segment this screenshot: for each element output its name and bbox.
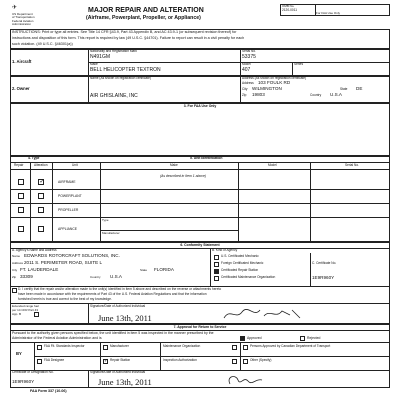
statement-d-line1: D. I certify that the repair and/or alteration made to the unit(s) identified in item 5 above and described on the reverse or attachments hereto (18, 287, 222, 291)
serial-value: 53375 (242, 54, 256, 60)
powerplant-label: POWERPLANT (58, 194, 82, 198)
kind-maint-org-label: Certificated Maintenance Organization (221, 275, 276, 279)
agency-address-prefix: Address (12, 261, 24, 265)
manufacturer-label: Manufacturer (110, 344, 129, 348)
nationality-value: N491GM (90, 54, 111, 60)
owner-section-label: 2. Owner (12, 86, 30, 91)
serial-col-label: Serial No. (345, 163, 359, 167)
agency-state-prefix: State (140, 268, 148, 272)
faa-designee-label: FAA Designee (44, 358, 65, 362)
approved-label: Approved (247, 336, 262, 340)
powerplant-alteration-checkbox[interactable] (38, 193, 44, 199)
appliance-repair-checkbox[interactable] (18, 226, 24, 232)
check-icon: ✓ (39, 179, 45, 186)
instructions-line-2: instructions and disposition of this form. This report is required by law (49 U.S.C. §44701). Failure to report can result in a civil penalty for each (12, 36, 245, 40)
appliance-label: APPLIANCE (58, 227, 78, 231)
faa-inspector-checkbox[interactable] (37, 345, 42, 350)
omb-label: OMB No. (282, 4, 295, 8)
statement-d-line2: have been made in accordance with the requirements of Part 43 of the U.S. Federal Aviation Regulations and that the information (18, 292, 207, 296)
canadian-label: Persons Approved by Canadian Department of Transport (250, 344, 331, 348)
agency-line-3: Federal Aviation (12, 18, 34, 23)
agency-country-value: U.S.A (110, 274, 122, 279)
check-icon: ✓ (104, 358, 109, 364)
statement-d-line3: furnished herein is true and correct to the best of my knowledge. (18, 297, 112, 301)
make-col-label: Make (170, 163, 178, 167)
agency-label: A. Agency's Name and Address (12, 248, 57, 252)
other-checkbox[interactable] (243, 359, 248, 364)
owner-address-prefix: Address (242, 81, 254, 85)
owner-state-value: DE (356, 86, 363, 91)
approval-text-2: Administrator of the Federal Aviation Administration and is (12, 336, 102, 340)
faa-use-section (10, 103, 390, 156)
conformity-sig-date: June 13th, 2011 (98, 313, 152, 323)
approval-cert-value: 1E9R960Y (12, 379, 35, 384)
owner-city-label: City (242, 87, 248, 91)
repair-station-checkbox[interactable] (103, 359, 108, 364)
aircraft-section-label: 1. Aircraft (12, 59, 32, 64)
nationality-label: Nationality and Registration Mark (90, 49, 137, 53)
certify-checkbox[interactable] (12, 288, 17, 293)
unit-section-label: 5. Unit Identification (190, 156, 223, 160)
kind-mechanic-label: U.S. Certificated Mechanic (221, 254, 259, 258)
repair-station-label: Repair Station (110, 358, 131, 362)
extended-range-label-3: App. B (12, 312, 22, 316)
faa-use-label: For FAA Use Only (316, 11, 341, 15)
inspection-auth-checkbox[interactable] (232, 359, 237, 364)
owner-country-value: U.S.A (330, 92, 342, 97)
faa-inspector-label: FAA Flt. Standards Inspector (44, 344, 85, 348)
powerplant-repair-checkbox[interactable] (18, 193, 24, 199)
kind-foreign-mechanic-checkbox[interactable] (214, 262, 219, 267)
form-number: FAA Form 337 (10-06) (30, 389, 67, 393)
faa-use-section-label: 3. For FAA Use Only (183, 104, 217, 108)
appliance-alteration-checkbox[interactable] (38, 226, 44, 232)
instructions-line-1: INSTRUCTIONS: Print or type all entries. See Title 14 CFR §43.9, Part 43 Appendix B, and AC 43.9-1 (or subsequent revision thereof) for (12, 30, 237, 34)
type-section-label: 4. Type (28, 156, 40, 160)
airframe-repair-checkbox[interactable] (18, 179, 24, 185)
conformity-signature (220, 306, 310, 322)
agency-block (12, 13, 52, 27)
model-label: Model (242, 62, 251, 66)
approval-section-label: 7. Approval for Return to Service (173, 325, 227, 329)
approval-signature (222, 372, 272, 388)
agency-city-prefix: City (12, 268, 18, 272)
repair-col-label: Repair (14, 163, 24, 167)
cert-no-value: 1E9R960Y (312, 275, 335, 280)
owner-zip-value: 19803 (252, 92, 265, 97)
maint-org-checkbox[interactable] (232, 345, 237, 350)
agency-line-4: Administration (12, 22, 32, 27)
agency-state-value: FLORIDA (154, 267, 174, 272)
owner-name-value: AIR GHISLAINE, INC (90, 93, 138, 99)
kind-maint-org-checkbox[interactable] (214, 276, 219, 281)
airframe-label: AIRFRAME (58, 180, 76, 184)
owner-section (10, 76, 390, 103)
maint-org-label: Maintenance Organization (163, 344, 201, 348)
extended-range-label: Extended range fuel (12, 304, 39, 308)
conformity-sig-label: Signature/Date of Authorized Individual (90, 304, 146, 308)
form-title: MAJOR REPAIR AND ALTERATION (88, 7, 204, 14)
serial-label: Serial No. (242, 49, 256, 53)
model-col-label: Model (268, 163, 277, 167)
approval-cert-label: Certificate or Designation No. (12, 370, 54, 374)
airframe-note: (As described in Item 1 above) (160, 174, 206, 178)
extended-range-label-2: per 14 CFR Part 43 (12, 308, 39, 312)
owner-country-label: Country (310, 93, 322, 97)
rejected-label: Rejected (307, 336, 321, 340)
approval-sig-date: June 13th, 2011 (98, 377, 152, 387)
canadian-checkbox[interactable] (243, 345, 248, 350)
kind-repair-station-label: Certificated Repair Station (221, 268, 259, 272)
faa-form-337 (10, 4, 390, 394)
approval-by-label: BY (16, 351, 22, 356)
agency-zip-value: 33309 (20, 274, 33, 279)
approval-sig-label: Signature/Date of Authorized Individual (90, 370, 146, 374)
cert-no-label: C. Certificate No. (312, 261, 337, 265)
dot-logo-icon: ✈ (12, 5, 18, 11)
agency-name-prefix: Name (12, 254, 21, 258)
owner-address-label: Address (As shown on registration certificate) (242, 76, 307, 80)
agency-city-value: FT. LAUDERDALE (20, 267, 59, 272)
agency-line-2: of Transportation (12, 15, 35, 20)
owner-state-label: State (340, 87, 348, 91)
agency-address-value: 2011 S. PERIMETER ROAD, SUITE L (24, 260, 103, 265)
agency-line-1: US Department (12, 12, 33, 16)
approval-text-1: Pursuant to the authority given persons specified below, the unit identified in item 5 was inspected in the manner prescribed by the (12, 331, 214, 335)
make-value: BELL HELICOPTER TEXTRON (90, 67, 161, 73)
propeller-label: PROPELLER (58, 208, 79, 212)
owner-city-value: WILMINGTON (252, 86, 282, 91)
alteration-col-label: Alteration (34, 163, 48, 167)
agency-zip-prefix: Zip (12, 275, 17, 279)
kind-label: B. Kind of Agency (212, 248, 238, 252)
propeller-alteration-checkbox[interactable] (38, 207, 44, 213)
rejected-checkbox[interactable] (300, 336, 305, 341)
approved-checkbox[interactable] (240, 336, 245, 341)
manufacturer-checkbox[interactable] (103, 345, 108, 350)
instructions-line-3: such violation. (49 U.S.C. §46301(a)) (12, 42, 73, 46)
form-subtitle: (Airframe, Powerplant, Propeller, or Appliance) (86, 15, 201, 21)
faa-designee-checkbox[interactable] (37, 359, 42, 364)
agency-country-prefix: Country (90, 275, 101, 279)
appliance-manufacturer-label: Manufacturer (102, 231, 120, 235)
kind-foreign-mechanic-label: Foreign Certificated Mechanic (221, 261, 264, 265)
kind-repair-station-checkbox[interactable] (214, 269, 219, 274)
conformity-section-label: 6. Conformity Statement (180, 243, 220, 247)
series-label: Series (294, 62, 304, 66)
propeller-repair-checkbox[interactable] (18, 207, 24, 213)
inspection-auth-label: Inspection Authorization (163, 358, 197, 362)
make-label: Make (90, 62, 98, 66)
kind-mechanic-checkbox[interactable] (214, 255, 219, 260)
agency-name-value: EDWARDS ROTORCRAFT SOLUTIONS, INC. (24, 253, 120, 258)
owner-name-label: Name (As shown on registration certificate) (90, 76, 151, 80)
omb-value: 2120-0011 (282, 8, 298, 12)
unit-col-label: Unit (72, 163, 78, 167)
extended-range-checkbox[interactable] (34, 312, 39, 317)
owner-address-value: 103 FOULK RD (258, 80, 291, 85)
airframe-alteration-checkbox[interactable] (38, 179, 44, 185)
other-label: Other (Specify) (250, 358, 272, 362)
appliance-type-label: Type (102, 218, 109, 222)
owner-zip-label: Zip (242, 93, 247, 97)
model-value: 407 (242, 67, 251, 73)
